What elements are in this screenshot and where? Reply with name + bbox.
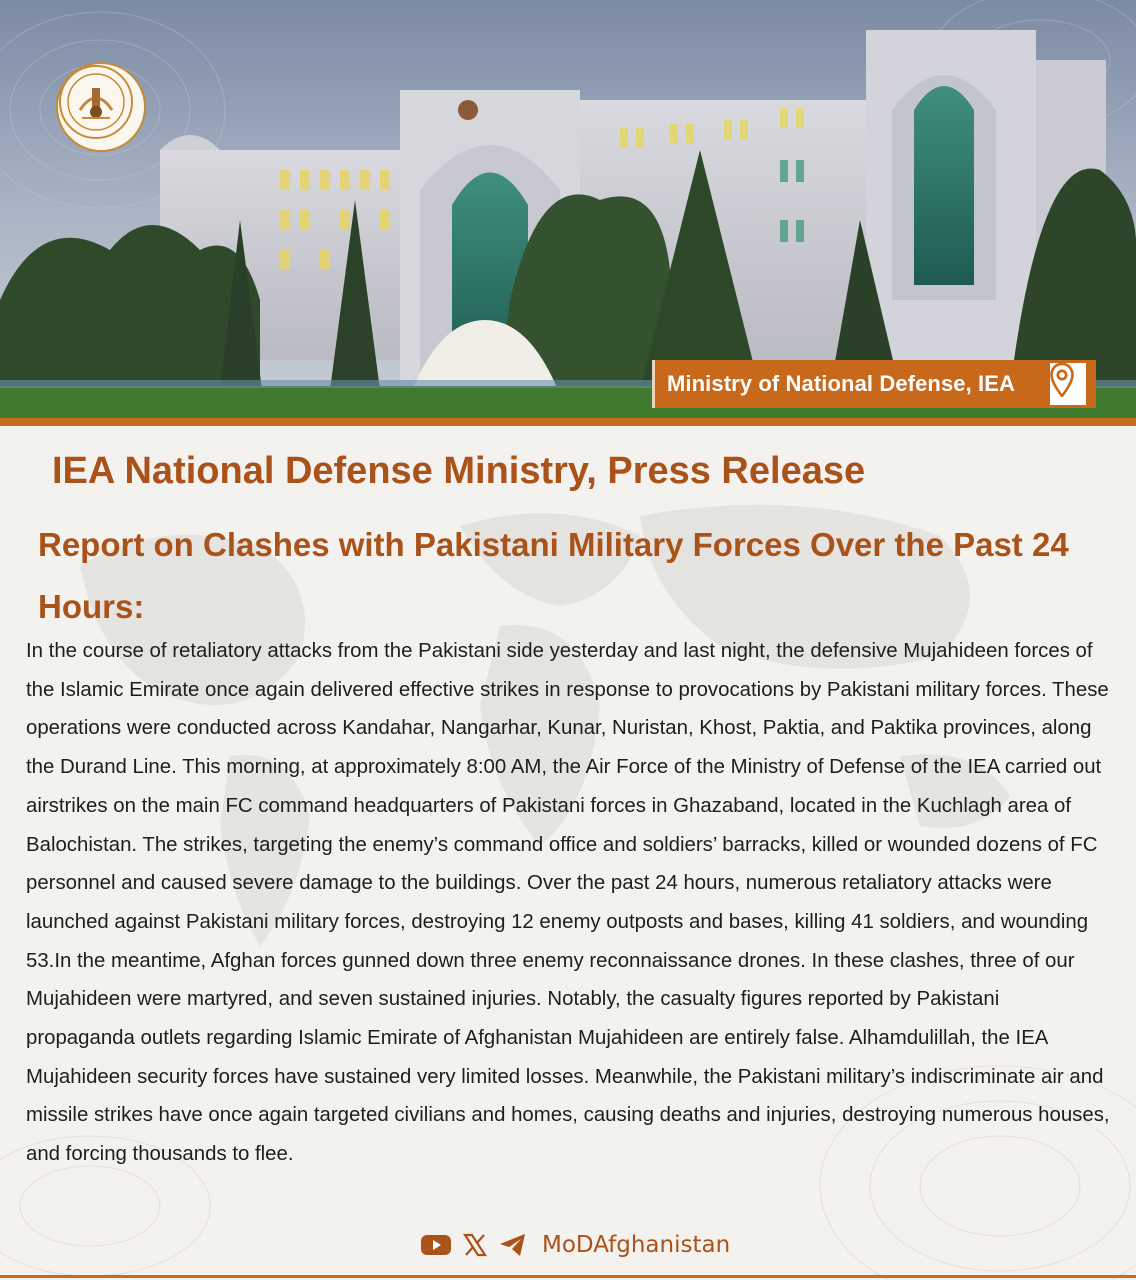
header-divider	[0, 418, 1136, 426]
ministry-building-photo	[0, 0, 1136, 422]
location-banner	[652, 360, 1096, 408]
social-footer	[420, 1230, 730, 1260]
ministry-emblem-icon	[56, 62, 146, 152]
location-pin-icon	[1050, 363, 1086, 405]
youtube-icon[interactable]	[420, 1233, 452, 1257]
press-release-subtitle: Report on Clashes with Pakistani Military Forces Over the Past 24 Hours:	[38, 526, 1069, 625]
telegram-icon[interactable]	[498, 1232, 528, 1258]
press-release-body: In the course of retaliatory attacks from the Pakistani side yesterday and last night, the defensive Mujahideen forces of the Islamic Emirate once again delivered effective strikes in response to provocations by Pakistani military forces. These operations were conducted across Kandahar, Nangarhar, Kunar, Nuristan, Khost, Paktia, and Paktika provinces, along the Durand Line. This morning, at approximately 8:00 AM, the Air Force of the Ministry of Defense of the IEA carried out airstrikes on the main FC command headquarters of Pakistani forces in Ghazaband, located in the Kuchlagh area of Balochistan. The strikes, targeting the enemy’s command office and soldiers’ barracks, killed or wounded dozens of FC personnel and caused severe damage to the buildings. Over the past 24 hours, numerous retaliatory attacks were launched against Pakistani military forces, destroying 12 enemy outposts and bases, killing 41 soldiers, and wounding 53.In the meantime, Afghan forces gunned down three enemy reconnaissance drones. In these clashes, three of our Mujahideen were martyred, and seven sustained injuries. Notably, the casualty figures reported by Pakistani propaganda outlets regarding Islamic Emirate of Afghanistan Mujahideen are entirely false. Alhamdulillah, the IEA Mujahideen security forces have sustained very limited losses. Meanwhile, the Pakistani military’s indiscriminate air and missile strikes have once again targeted civilians and homes, causing deaths and injuries, destroying numerous houses, and forcing thousands to flee.	[26, 640, 1110, 1166]
press-release	[0, 426, 1136, 1280]
location-label: Ministry of National Defense, IEA	[667, 371, 1016, 396]
social-handle[interactable]: MoDAfghanistan	[542, 1232, 731, 1258]
press-release-title: IEA National Defense Ministry, Press Release	[52, 450, 866, 492]
header-photo	[0, 0, 1136, 422]
x-icon[interactable]	[462, 1232, 488, 1258]
footer-divider	[0, 1275, 1136, 1278]
